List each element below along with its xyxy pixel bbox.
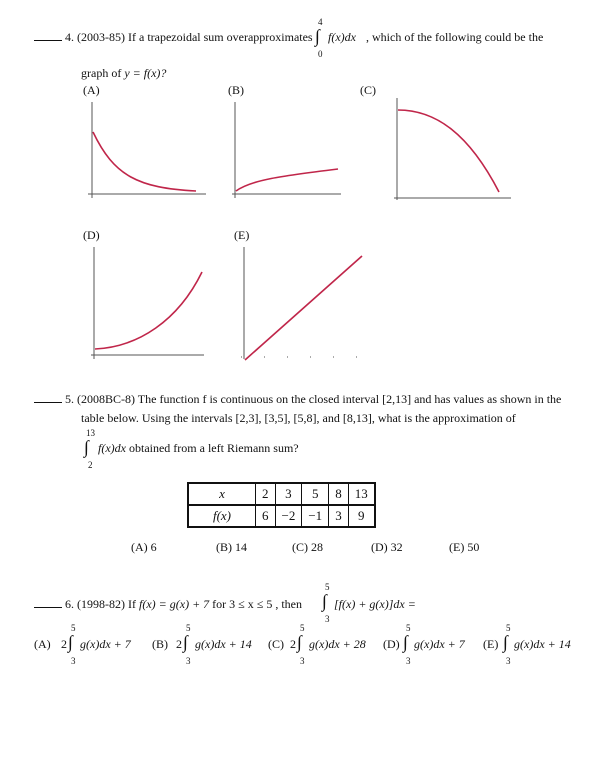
choice-label-b: (B)	[228, 83, 244, 97]
answer-integrand: g(x)dx + 28	[309, 637, 366, 651]
q4-integrand: f(x)dx	[328, 30, 356, 44]
q5-line1	[34, 392, 561, 407]
graph-b	[231, 98, 346, 203]
fx-cell: 6	[256, 505, 276, 527]
fx-cell: 3	[329, 505, 349, 527]
answer-upper: 5	[71, 623, 76, 633]
answer-lower: 3	[300, 656, 305, 666]
q4-source: (2003-85)	[77, 30, 125, 44]
integral-sign: ∫	[322, 591, 327, 611]
curve-c	[398, 110, 499, 192]
choice-label-c: (C)	[360, 83, 376, 97]
q6-line1	[34, 597, 302, 612]
q5-text-1: The function f is continuous on the closed interval [2,13] and has values as shown in the	[137, 392, 562, 406]
fx-header: f(x)	[188, 505, 256, 527]
values-table	[187, 482, 376, 528]
q4-line1	[34, 30, 313, 45]
answer-label: (A)	[34, 637, 51, 651]
x-cell: 5	[302, 483, 329, 505]
curve-e	[245, 256, 362, 360]
answer-upper: 5	[506, 623, 511, 633]
q6-upper-limit: 5	[325, 582, 330, 592]
q4-line2	[81, 66, 166, 81]
answer-blank[interactable]	[34, 31, 62, 41]
q6-condition: f(x) = g(x) + 7	[139, 597, 210, 611]
q6-number: 6.	[65, 597, 74, 611]
x-header: x	[188, 483, 256, 505]
curve-a	[93, 132, 196, 191]
answer-upper: 5	[186, 623, 191, 633]
integral-sign: ∫	[503, 632, 508, 652]
q5-source: (2008BC-8)	[77, 392, 135, 406]
q5-text-2: table below. Using the intervals [2,3], [3,5], [5,8], and [8,13], what is the approximation of	[81, 411, 516, 425]
answer-lower: 3	[71, 656, 76, 666]
q4-text-b: , which of the following could be the	[366, 30, 544, 44]
q6-integrand: [f(x) + g(x)]dx =	[334, 597, 416, 611]
q6-if: If	[128, 597, 136, 611]
q5-integrand: f(x)dx	[98, 441, 126, 455]
answer-upper: 5	[406, 623, 411, 633]
q4-upper-limit: 4	[318, 17, 323, 27]
q6-lower-limit: 3	[325, 614, 330, 624]
q5-text-3: obtained from a left Riemann sum?	[128, 441, 299, 455]
x-cell: 13	[348, 483, 375, 505]
choice-label-e: (E)	[234, 228, 250, 242]
q5-upper-limit: 13	[86, 428, 95, 438]
q4-text-a: If a trapezoidal sum overapproximates	[128, 30, 313, 44]
curve-b	[236, 169, 338, 191]
answer-upper: 5	[300, 623, 305, 633]
q4-lower-limit: 0	[318, 49, 323, 59]
answer-blank[interactable]	[34, 598, 62, 608]
q5-answer-c[interactable]: (C) 28	[292, 540, 323, 554]
table-row-x	[188, 483, 375, 505]
answer-label: (D)	[383, 637, 400, 651]
answer-lower: 3	[406, 656, 411, 666]
fx-cell: −1	[302, 505, 329, 527]
integral-sign: ∫	[315, 26, 320, 46]
integral-sign: ∫	[84, 437, 89, 457]
choice-label-a: (A)	[83, 83, 100, 97]
choice-label-d: (D)	[83, 228, 100, 242]
q4-text-c: graph of	[81, 66, 122, 80]
answer-coef: 2	[290, 637, 296, 651]
answer-integrand: g(x)dx + 14	[195, 637, 252, 651]
table-row-fx	[188, 505, 375, 527]
q5-lower-limit: 2	[88, 460, 93, 470]
answer-label: (B)	[152, 637, 168, 651]
q6-source: (1998-82)	[77, 597, 125, 611]
graph-d	[88, 243, 210, 365]
graph-a	[86, 98, 211, 203]
q5-answer-a[interactable]: (A) 6	[131, 540, 157, 554]
answer-coef: 2	[176, 637, 182, 651]
q5-answer-d[interactable]: (D) 32	[371, 540, 403, 554]
q5-answer-b[interactable]: (B) 14	[216, 540, 247, 554]
answer-lower: 3	[506, 656, 511, 666]
answer-integrand: g(x)dx + 7	[80, 637, 131, 651]
integral-sign: ∫	[68, 632, 73, 652]
x-cell: 8	[329, 483, 349, 505]
q5-number: 5.	[65, 392, 74, 406]
x-cell: 2	[256, 483, 276, 505]
integral-sign: ∫	[183, 632, 188, 652]
answer-integrand: g(x)dx + 14	[514, 637, 571, 651]
q5-line3	[98, 441, 299, 456]
integral-sign: ∫	[403, 632, 408, 652]
answer-lower: 3	[186, 656, 191, 666]
answer-blank[interactable]	[34, 393, 62, 403]
answer-coef: 2	[61, 637, 67, 651]
q5-answer-e[interactable]: (E) 50	[449, 540, 480, 554]
fx-cell: 9	[348, 505, 375, 527]
curve-d	[95, 272, 202, 349]
answer-integrand: g(x)dx + 7	[414, 637, 465, 651]
graph-c	[391, 94, 515, 206]
x-cell: 3	[275, 483, 302, 505]
q4-fn: y = f(x)?	[124, 66, 167, 80]
q4-number: 4.	[65, 30, 74, 44]
answer-label: (E)	[483, 637, 499, 651]
fx-cell: −2	[275, 505, 302, 527]
integral-sign: ∫	[297, 632, 302, 652]
answer-label: (C)	[268, 637, 284, 651]
graph-e	[238, 243, 368, 365]
q6-range: for 3 ≤ x ≤ 5 , then	[212, 597, 302, 611]
